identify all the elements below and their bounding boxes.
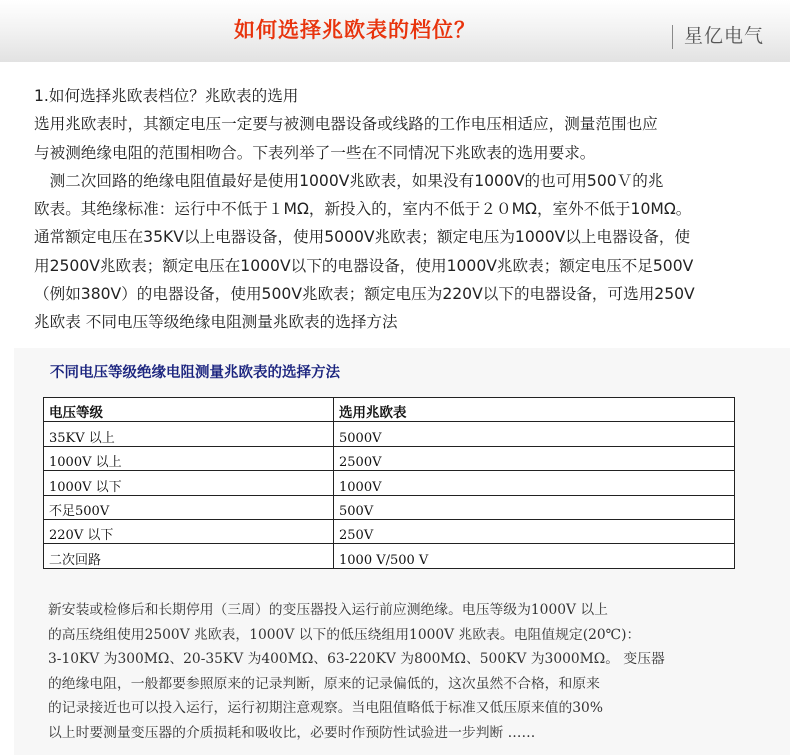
voltage-cell: 二次回路 [44,544,334,568]
table-row [44,519,735,543]
voltage-cell: 35KV 以上 [44,422,334,446]
table-title: 不同电压等级绝缘电阻测量兆欧表的选择方法 [50,364,340,381]
table-header-row [44,398,735,422]
transformer-note [48,598,748,746]
table-row [44,471,735,495]
column-header-voltage: 电压等级 [44,398,334,422]
note-line: 的高压绕组使用2500V 兆欧表，1000V 以下的低压绕组用1000V 兆欧表。电阻值规定(20℃)： [48,626,641,643]
brand-name: 星亿电气 [684,25,765,47]
article-line: 欧表。其绝缘标准：运行中不低于１MΩ，新投入的，室内不低于２０MΩ，室外不低于10MΩ。 [34,200,692,219]
article-line: 兆欧表 不同电压等级绝缘电阻测量兆欧表的选择方法 [34,313,398,332]
note-line: 的绝缘电阻，一般都要参照原来的记录判断，原来的记录偏低的，这次虽然不合格，和原来 [48,675,600,692]
table-row [44,544,735,568]
megger-cell: 250V [334,519,735,543]
header-divider [672,25,673,49]
voltage-cell: 1000V 以上 [44,446,334,470]
megger-cell: 1000V [334,471,735,495]
article-line: 选用兆欧表时，其额定电压一定要与被测电器设备或线路的工作电压相适应，测量范围也应 [34,115,658,134]
note-line: 的记录接近也可以投入运行，运行初期注意观察。当电阻值略低于标准又低压原来值的30% [48,700,603,717]
article-line: 测二次回路的绝缘电阻值最好是使用1000V兆欧表，如果没有1000V的也可用500Ｖ的兆 [34,171,664,190]
note-line: 以上时要测量变压器的介质损耗和吸收比，必要时作预防性试验进一步判断 …… [48,724,536,741]
voltage-cell: 不足500V [44,495,334,519]
megger-selection-table [43,397,735,569]
megger-cell: 5000V [334,422,735,446]
page-header [0,0,790,62]
page-title: 如何选择兆欧表的档位？ [234,18,476,42]
article-line: （例如380V）的电器设备，使用500V兆欧表；额定电压为220V以下的电器设备，可选用250V [34,285,695,304]
table-row [44,422,735,446]
megger-cell: 1000 V/500 V [334,544,735,568]
note-line: 3-10KV 为300MΩ、20-35KV 为400MΩ、63-220KV 为800MΩ、500KV 为3000MΩ。 变压器 [48,651,665,668]
article-body [34,82,784,337]
article-line: 通常额定电压在35KV以上电器设备，使用5000V兆欧表；额定电压为1000V以上电器设备，使 [34,228,691,247]
voltage-cell: 1000V 以下 [44,471,334,495]
article-line: 用2500V兆欧表；额定电压在1000V以下的电器设备，使用1000V兆欧表；额定电压不足500V [34,256,694,275]
voltage-cell: 220V 以下 [44,519,334,543]
note-line: 新安装或检修后和长期停用（三周）的变压器投入运行前应测绝缘。电压等级为1000V 以上 [48,602,608,618]
table-row [44,495,735,519]
column-header-megger: 选用兆欧表 [334,398,735,422]
article-heading: 1.如何选择兆欧表档位？兆欧表的选用 [34,87,299,105]
article-line: 与被测绝缘电阻的范围相吻合。下表列举了一些在不同情况下兆欧表的选用要求。 [34,143,596,162]
table-row [44,446,735,470]
megger-cell: 2500V [334,446,735,470]
megger-cell: 500V [334,495,735,519]
